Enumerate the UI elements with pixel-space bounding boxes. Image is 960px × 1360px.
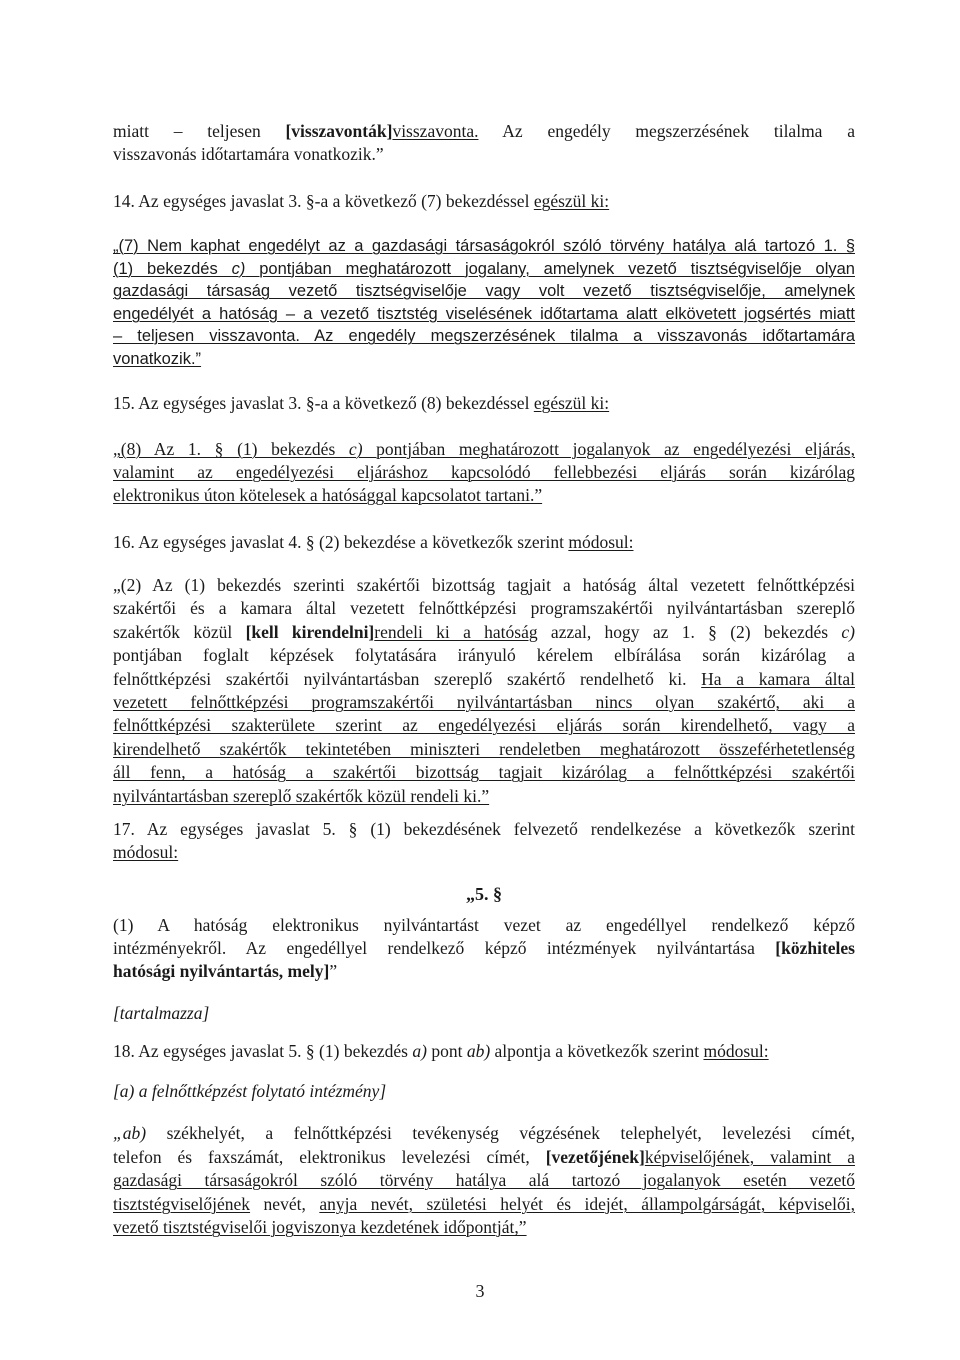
subpoint-ab: ab) (466, 1041, 491, 1061)
page-number: 3 (475, 1281, 485, 1301)
bracket-note: [tartalmazza] (113, 1003, 210, 1023)
item-16-text: 16. Az egységes javaslat 4. § (2) bekezdése a következők szerint (113, 532, 569, 552)
item-16-underlined: módosul: (568, 532, 634, 552)
paragraph-1 (113, 914, 855, 984)
paragraph-2 (113, 574, 855, 808)
section-5-heading (113, 883, 855, 906)
paragraph-2-line: szakértők közül (113, 621, 246, 642)
item-15-text: 15. Az egységes javaslat 3. §-a a következő (8) bekezdéssel (113, 393, 534, 413)
item-14 (113, 190, 855, 213)
paragraph-2-line: szakértői és a kamara által vezetett felnőttképzési programszakértői nyilvántartásban szereplő (113, 598, 855, 619)
item-15-underlined: egészül ki: (533, 393, 610, 413)
inserted-text: visszavonta. (392, 121, 479, 141)
deleted-text: hatósági nyilvántartás, mely] (113, 961, 330, 982)
inserted-text: felnőttképzési szakterülete szerint az engedélyezési eljárás során kirendelhető, vagy a (113, 715, 855, 736)
paragraph-ab-line: székhelyét, a felnőttképzési tevékenység végzésének telephelyét, levelezési címét, (146, 1123, 855, 1143)
paragraph-1-line: ” (329, 961, 338, 982)
inserted-text: Ha a kamara által (701, 668, 855, 689)
paragraph-2-line: felnőttképzési szakértői nyilvántartásban szereplő szakértő rendelhető ki. (113, 668, 702, 689)
paragraph-1-line: (1) A hatóság elektronikus nyilvántartást vezet az engedéllyel rendelkező képző (113, 915, 855, 935)
paragraph-7 (113, 235, 855, 371)
paragraph-7-line: (1) bekezdés (113, 259, 232, 278)
tartalmazza-note (113, 1002, 855, 1025)
inserted-text: rendeli ki a hatóság (374, 621, 538, 642)
paragraph-ab (113, 1122, 855, 1240)
point-a: a) (412, 1041, 427, 1061)
item-18-text: 18. Az egységes javaslat 5. § (1) bekezdés (113, 1041, 413, 1061)
bracket-a (113, 1080, 855, 1103)
intro-text: Az engedély megszerzésének tilalma a (478, 121, 855, 141)
inserted-text: vezető tisztstégviselői jogviszonya kezdetének időpontját,” (113, 1217, 527, 1238)
paragraph-7-line: pontjában meghatározott jogalany, amelynek vezető tisztségviselője olyan (245, 259, 855, 278)
inserted-text: tisztstégviselőjének (113, 1193, 251, 1214)
paragraph-8-line: pontjában meghatározott jogalanyok az engedélyezési eljárás, (362, 439, 855, 459)
paragraph-8-line: „(8) Az 1. § (1) bekezdés (113, 439, 349, 459)
paragraph-ab-line: telefon és faxszámát, elektronikus levelezési címét, (113, 1146, 546, 1167)
item-18-text: pont (426, 1041, 467, 1061)
bracket-note: [a) a felnőttképzést folytató intézmény] (113, 1081, 387, 1101)
paragraph-2-line: azzal, hogy az 1. § (2) bekezdés (537, 621, 842, 642)
item-18 (113, 1040, 855, 1063)
item-18-text: alpontja a következők szerint (490, 1041, 704, 1061)
item-18-underlined: módosul: (703, 1041, 769, 1061)
item-17-underlined: módosul: (113, 842, 179, 863)
deleted-text: [visszavonták] (285, 121, 393, 141)
inserted-text: képviselőjének, valamint a (644, 1146, 855, 1167)
deleted-text: [közhiteles (775, 938, 855, 959)
item-15 (113, 392, 855, 415)
intro-text: visszavonás időtartamára vonatkozik.” (113, 144, 384, 165)
paragraph-8 (113, 438, 855, 508)
paragraph-ab-line: nevét, (250, 1193, 320, 1214)
intro-text: miatt – teljesen (113, 121, 286, 141)
inserted-text: áll fenn, a hatóság a szakértői bizottság tagjait kizárólag a felnőttképzési szakértői (113, 762, 855, 783)
inserted-text: vezetett felnőttképzési programszakértői nyilvántartásban nincs olyan szakértő, aki a (113, 692, 855, 713)
subpoint-ab: „ab) (113, 1123, 147, 1143)
paragraph-2-line: pontjában foglalt képzések folytatására irányuló kérelem elbírálása során kizárólag a (113, 645, 855, 666)
intro-paragraph (113, 120, 855, 166)
paragraph-2-line: „(2) Az (1) bekezdés szerinti szakértői bizottság tagjait a hatóság által vezetett felnőttképzési (113, 575, 855, 595)
paragraph-7-line: vonatkozik.” (113, 349, 202, 368)
inserted-text: anyja nevét, születési helyét és idejét, állampolgárságát, képviselői, (319, 1193, 855, 1214)
paragraph-7-line: gazdasági társaság vezető tisztségviselője vagy volt vezető tisztségviselője, amelynek (113, 282, 855, 301)
paragraph-1-line: intézményekről. Az engedéllyel rendelkező képző intézmények nyilvántartása (113, 938, 776, 959)
inserted-text: nyilvántartásban szereplő szakértők közül rendeli ki.” (113, 785, 490, 806)
paragraph-7-line: „(7) Nem kaphat engedélyt az a gazdasági társaságokról szóló törvény hatálya alá tartozó 1. § (113, 237, 855, 255)
item-16 (113, 531, 855, 554)
inserted-text: gazdasági társaságokról szóló törvény hatálya alá tartozó jogalanyok esetén vezető (113, 1170, 855, 1191)
paragraph-7-line: engedélyét a hatóság – a vezető tisztstég viselésének időtartama alatt elkövetett jogsértés miatt (113, 304, 855, 323)
point-c: c) (231, 259, 246, 278)
section-heading: „5. § (466, 884, 502, 904)
deleted-text: [kell kirendelni] (245, 621, 375, 642)
inserted-text: kirendelhető szakértők tekintetében miniszteri rendeletben meghatározott összeférhetetlenség (113, 738, 855, 759)
paragraph-8-line: valamint az engedélyezési eljáráshoz kapcsolódó fellebbezési eljárás során kizárólag (113, 462, 855, 483)
item-14-underlined: egészül ki: (533, 191, 610, 211)
item-17-text: 17. Az egységes javaslat 5. § (1) bekezdésének felvezető rendelkezése a következők szerint (113, 819, 855, 839)
deleted-text: [vezetőjének] (545, 1146, 645, 1167)
point-c: c) (348, 439, 363, 459)
point-c: c) (841, 621, 855, 642)
item-14-text: 14. Az egységes javaslat 3. §-a a következő (7) bekezdéssel (113, 191, 534, 211)
paragraph-8-line: elektronikus úton kötelesek a hatósággal kapcsolatot tartani.” (113, 485, 543, 506)
item-17 (113, 818, 855, 864)
paragraph-7-line: – teljesen visszavonta. Az engedély megszerzésének tilalma a visszavonás időtartamára (113, 327, 855, 346)
